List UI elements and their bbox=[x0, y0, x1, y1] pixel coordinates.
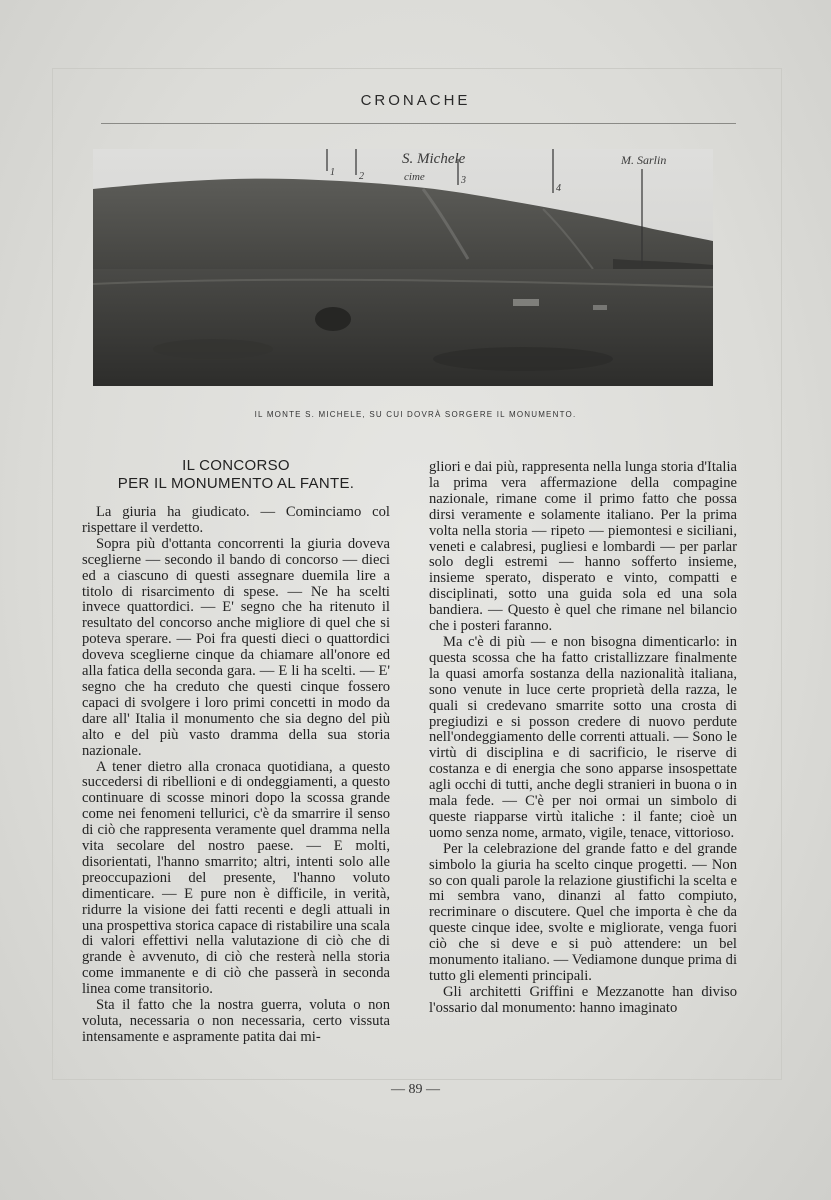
photo-label-sub: cime bbox=[404, 171, 425, 183]
photo-label-place: S. Michele bbox=[402, 151, 466, 167]
header-rule bbox=[101, 123, 736, 124]
photo-caption: IL MONTE S. MICHELE, SU CUI DOVRÀ SORGERE IL MONUMENTO. bbox=[254, 410, 577, 419]
article-title-line1: IL CONCORSO bbox=[182, 457, 290, 474]
photo-plain bbox=[93, 269, 713, 386]
paragraph: Per la celebrazione del grande fatto e del grande simbolo la giuria ha scelto cinque progetti. — Non so con quali parole la relazione giustifichi la scelta e mi sembra vano, dinanzi al fatto compiuto, recriminare o discutere. Quel che importa è che da queste cinque idee, svolte e migliorate, venga fuori ciò che si deve e si può attendere: un bel monumento italiano. — Vediamone dunque prima di tutto gli elementi principali. bbox=[429, 840, 737, 984]
left-column bbox=[82, 457, 390, 1046]
paragraph: Sopra più d'ottanta concorrenti la giuria doveva sceglierne — secondo il bando di concorso — dieci ed a ciascuno di questi assegnare duemila lire a titolo di risarcimento di spese. — Ne ha scelti invece quattordici. — E' segno che ha ritenuto il resultato del concorso anche migliore di quel che si poteva sperare. — Poi fra questi dieci o quattordici doveva sceglierne cinque da chiamare all'onore ed alla fatica della seconda gara. — E li ha scelti. — E' segno che ha creduto che questi cinque fossero capaci di svolgere i loro primi concetti in modo da dare all' Italia il monumento che sia degno del più alto e del più vasto dramma della sua storia nazionale. bbox=[82, 535, 390, 759]
photo-label-3: 3 bbox=[461, 175, 466, 186]
photo-image bbox=[93, 149, 713, 386]
photo-label-4: 4 bbox=[556, 183, 561, 194]
photo-label-2: 2 bbox=[359, 171, 364, 182]
paragraph: Sta il fatto che la nostra guerra, voluta o non voluta, necessaria o non necessaria, certo vissuta intensamente e aspramente patita dai mi- bbox=[82, 997, 390, 1045]
paragraph: gliori e dai più, rappresenta nella lunga storia d'Italia la prima vera affermazione della compagine nazionale, rimane come il primo fatto che possa dirsi veramente e solamente italiano. Per la prima volta nella storia — ripeto — piemontesi e siciliani, veneti e calabresi, pugliesi e lombardi — per parlar solo degli estremi — hanno sofferto insieme, insieme sperato, disperato e vinto, compatti e disciplinati, sotto una guida sola ed una sola bandiera. — Questo è quel che rimane nel bilancio che i posteri faranno. bbox=[429, 459, 737, 635]
article-title-line2: PER IL MONUMENTO AL FANTE. bbox=[117, 475, 355, 492]
paragraph: Ma c'è di più — e non bisogna dimenticarlo: in questa scossa che ha fatto cristallizzare finalmente la quasi amorfa sostanza della nazionalità italiana, sono venute in luce certe proprietà della razza, le quali si credevano smarrite sotto una crosta di pregiudizi e si posson credere di nuovo perdute nell'ondeggiamento delle correnti attuali. — Sono le virtù di disciplina e di sacrificio, le riserve di costanza e di energia che sono apparse insospettate agli occhi di tutti, anche degli stranieri in buona o in mala fede. — C'è per noi ormai un simbolo di queste riapparse virtù italiche : il fante; cioè un uomo senza nome, armato, vigile, tenace, vittorioso. bbox=[429, 633, 737, 841]
photo-label-1: 1 bbox=[330, 167, 335, 178]
right-column bbox=[429, 460, 737, 1017]
article-title bbox=[82, 457, 390, 493]
paragraph: La giuria ha giudicato. — Cominciamo col rispettare il verdetto. bbox=[82, 504, 390, 536]
photo-label-right-place: M. Sarlin bbox=[621, 153, 667, 167]
running-head: CRONACHE bbox=[360, 92, 471, 109]
page-number: — 89 — bbox=[391, 1082, 440, 1097]
paragraph: Gli architetti Griffini e Mezzanotte han diviso l'ossario dal monumento: hanno imaginato bbox=[429, 983, 737, 1016]
landscape-photo bbox=[93, 149, 713, 386]
paragraph: A tener dietro alla cronaca quotidiana, a questo succedersi di ribellioni e di ondeggiamenti, a questo continuare di scosse minori dopo la scossa grande come nei fenomeni tellurici, c'è da smarrire il senso di ciò che rappresenta veramente quel dramma nella vita secolare del nostro paese. — E molti, disorientati, l'hanno smarrito; altri, intenti solo alle preoccupazioni del presente, l'hanno voluto dimenticare. — E pure non è difficile, in verità, ridurre la visione dei fatti recenti e degli attuali in una prospettiva storica capace di ristabilire una scala di valori effettivi nella valutazione di ciò che di grande è avvenuto, di ciò che resterà nella storia come immanente e di ciò che passerà in seconda linea come transitorio. bbox=[82, 758, 390, 998]
